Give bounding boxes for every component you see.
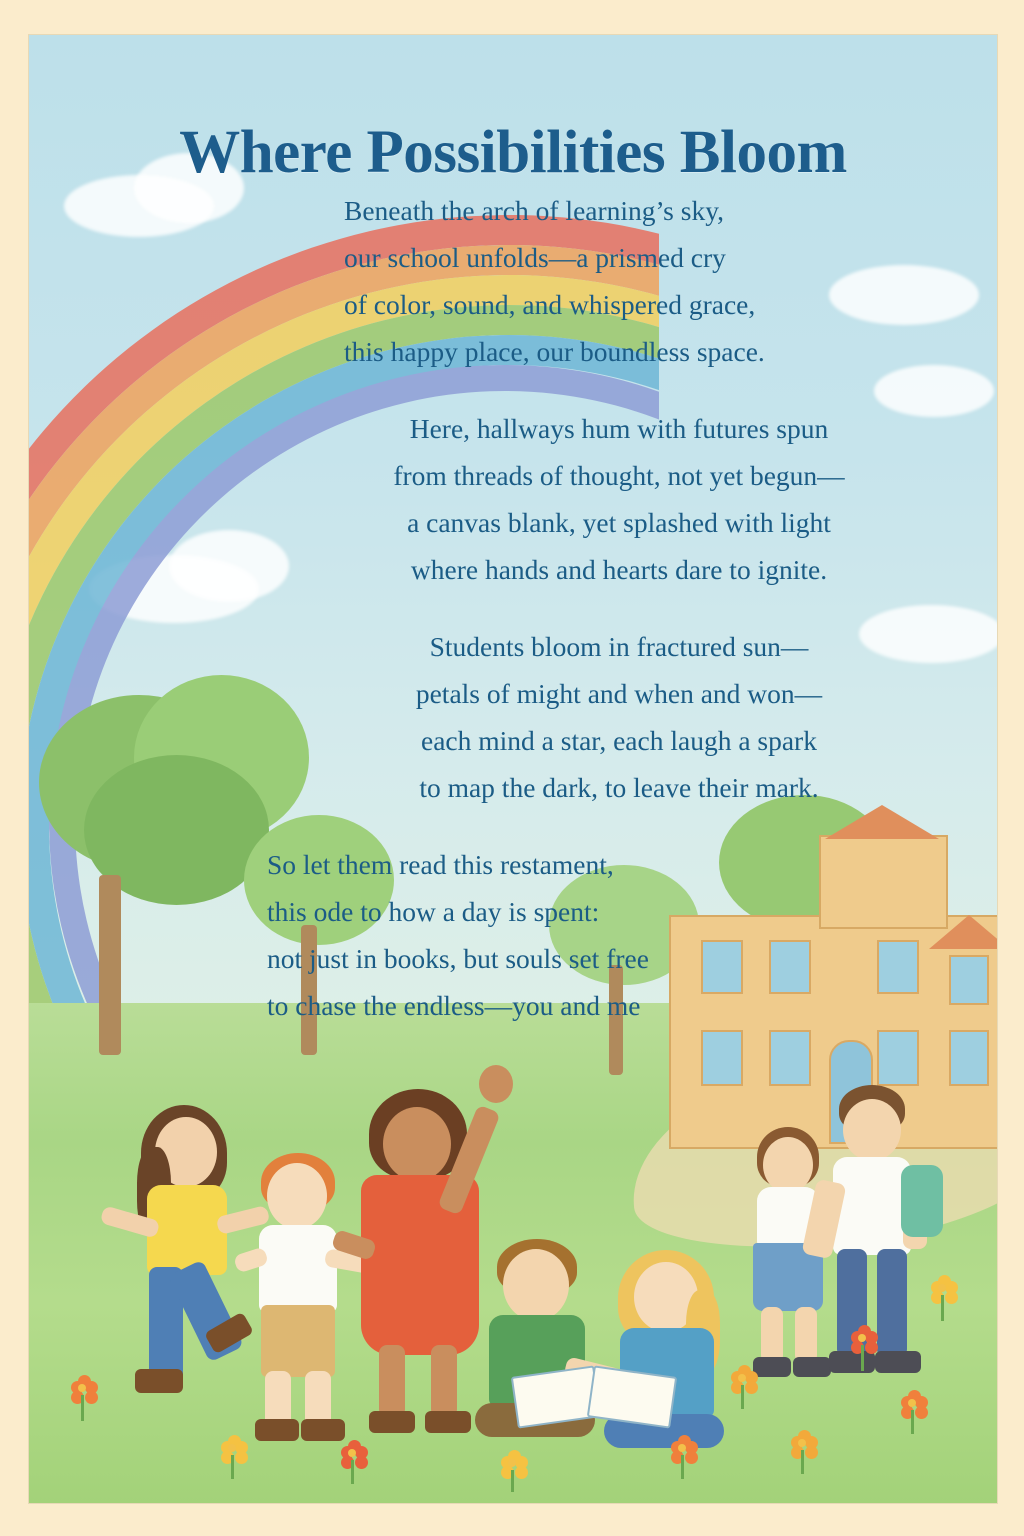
poem-line: each mind a star, each laugh a spark: [421, 725, 817, 756]
poem-stanza: [267, 841, 919, 1029]
flower: [69, 1375, 99, 1421]
poem-line: Beneath the arch of learning’s sky,: [344, 195, 725, 226]
poem-line: Students bloom in fractured sun—: [429, 631, 809, 662]
teacher-with-backpack: [819, 1085, 949, 1405]
flower: [669, 1435, 699, 1481]
building-window: [949, 1030, 989, 1086]
flower: [219, 1435, 249, 1481]
flower: [789, 1430, 819, 1476]
poem-line: this happy place, our boundless space.: [344, 336, 765, 367]
flower: [849, 1325, 879, 1371]
backpack: [901, 1165, 943, 1237]
poem-line: from threads of thought, not yet begun—: [393, 460, 845, 491]
page-title: Where Possibilities Bloom: [179, 118, 847, 186]
poem-text: [267, 187, 919, 1059]
poem-line: not just in books, but souls set free: [267, 943, 649, 974]
poem-line: to chase the endless—you and me: [267, 990, 641, 1021]
flower: [929, 1275, 959, 1321]
open-book: [514, 1365, 674, 1425]
poem-stanza: [319, 405, 919, 593]
flower: [729, 1365, 759, 1411]
poem-stanza: [319, 187, 919, 375]
poem-line: our school unfolds—a prismed cry: [344, 242, 726, 273]
flower: [339, 1440, 369, 1486]
building-window: [949, 955, 989, 1005]
poem-stanza: [319, 623, 919, 811]
poem-line: petals of might and when and won—: [415, 678, 823, 709]
flower: [899, 1390, 929, 1436]
poem-line: Here, hallways hum with futures spun: [409, 413, 829, 444]
flower: [499, 1450, 529, 1496]
poem-line: where hands and hearts dare to ignite.: [410, 554, 828, 585]
poem-line: a canvas blank, yet splashed with light: [407, 507, 831, 538]
poem-line: of color, sound, and whispered grace,: [344, 289, 756, 320]
poem-line: to map the dark, to leave their mark.: [419, 772, 819, 803]
poem-line: So let them read this restament,: [267, 849, 614, 880]
poem-line: this ode to how a day is spent:: [267, 896, 600, 927]
illustration-canvas: [28, 34, 998, 1504]
